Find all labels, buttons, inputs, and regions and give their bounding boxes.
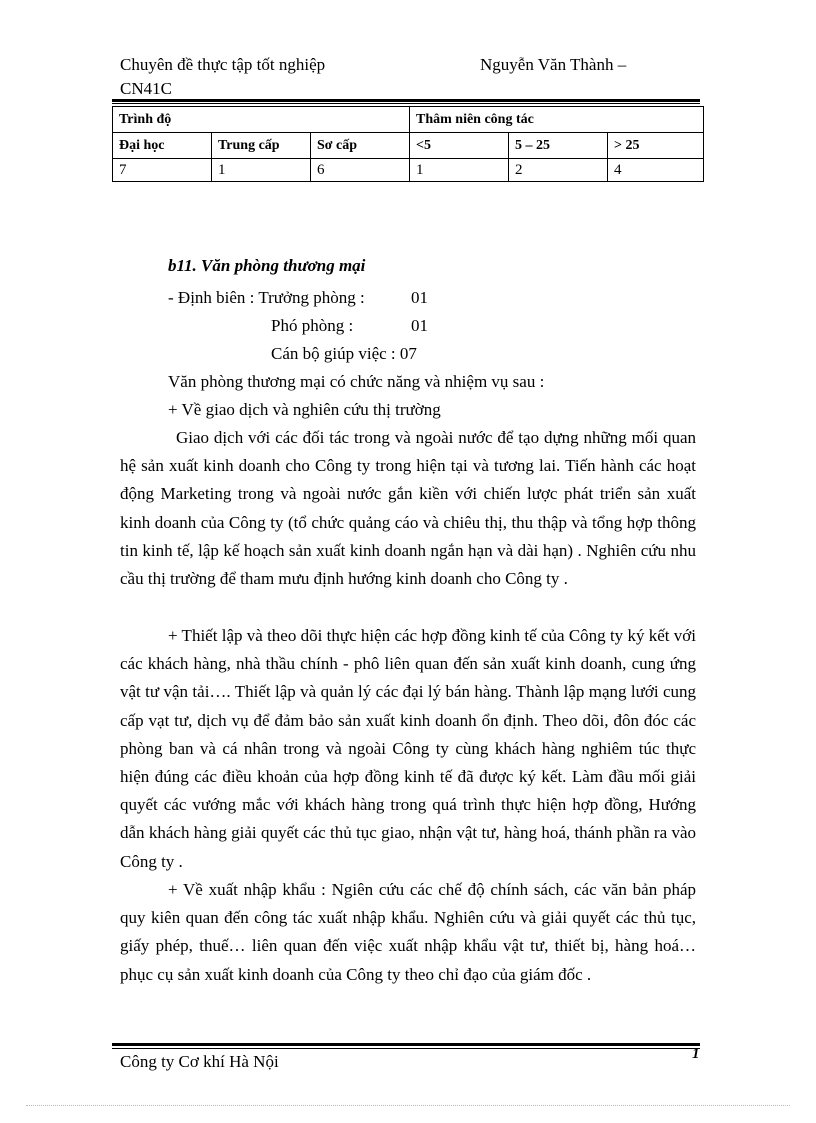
- deputy-label: Phó phòng :: [271, 316, 354, 335]
- col-header: <5: [410, 133, 509, 159]
- point1-title: + Về giao dịch và nghiên cứu thị trường: [168, 400, 441, 419]
- header-class-code: CN41C: [120, 79, 172, 98]
- table-row: [113, 159, 704, 182]
- table-cell: 1: [212, 159, 311, 182]
- header-rule-thin: [112, 103, 700, 104]
- assistant-label: Cán bộ giúp việc : 07: [271, 344, 417, 363]
- page-edge-divider: [26, 1105, 790, 1106]
- section-title: b11. Văn phòng thương mại: [168, 256, 366, 275]
- point2-body: + Thiết lập và theo dõi thực hiện các hợp đồng kinh tế của Công ty ký kết với các khách hàng, nhà thầu chính - phô liên quan đến sản xuất kinh doanh, cung ứng vật tư vận tải…. Thiết lập và quản lý các đại lý bán hàng. Thành lập mạng lưới cung cấp vạt tư, dịch vụ để đảm bảo sản xuất kinh doanh ổn định. Theo dõi, đôn đóc các phòng ban và cá nhân trong và ngoài Công ty cùng khách hàng nghiêm túc thực hiện đúng các điều khoản của hợp đồng kinh tế đã được ký kết. Làm đầu mối giải quyết các vướng mắc với khách hàng trong quá trình thực hiện hợp đồng, Hướng dẫn khách hàng giải quyết các thủ tục giao, nhận vật tư, hàng hoá, thánh phần ra vào Công ty .: [120, 626, 696, 871]
- deputy-count: 01: [411, 316, 428, 335]
- group-level-cell: Trình độ: [113, 107, 410, 133]
- col-header: 5 – 25: [509, 133, 608, 159]
- table-header-row: [113, 133, 704, 159]
- col-header: Trung cấp: [212, 133, 311, 159]
- header-title-left: Chuyên đề thực tập tốt nghiệp: [120, 55, 326, 74]
- point1-body: Giao dịch với các đối tác trong và ngoài nước để tạo dựng những mối quan hệ sản xuất kinh doanh cho Công ty trong hiện tại và tương lai. Tiến hành các hoạt động Marketing trong và ngoài nước gắn kiền với chiến lược phát triển sản xuất kinh doanh của Công ty (tổ chức quảng cáo và chiêu thị, thu thập và tổng hợp thông tin kinh tế, lập kế hoạch sản xuất kinh doanh ngắn hạn và dài hạn) . Nghiên cứu nhu cầu thị trường để tham mưu định hướng kinh doanh cho Công ty .: [120, 428, 696, 589]
- footer-company: Công ty Cơ khí Hà Nội: [120, 1052, 279, 1071]
- staff-table: [112, 106, 704, 182]
- table-cell: 4: [608, 159, 704, 182]
- header-rule-thick: [112, 99, 700, 102]
- table-cell: 2: [509, 159, 608, 182]
- table-group-row: [113, 107, 704, 133]
- group-seniority-cell: Thâm niên công tác: [410, 107, 704, 133]
- section-intro: Văn phòng thương mại có chức năng và nhiệm vụ sau :: [168, 372, 545, 391]
- col-header: Đại học: [113, 133, 212, 159]
- footer-rule-thin: [112, 1048, 700, 1049]
- table-cell: 7: [113, 159, 212, 182]
- staffing-label: - Định biên : Trưởng phòng :: [168, 288, 365, 307]
- page-number: 1: [692, 1046, 700, 1062]
- staffing-head-count: 01: [411, 288, 428, 307]
- footer-rule-thick: [112, 1043, 700, 1046]
- table-cell: 1: [410, 159, 509, 182]
- point3-body: + Về xuất nhập khẩu : Ngiên cứu các chế độ chính sách, các văn bản pháp quy kiên quan đến công tác xuất nhập khẩu. Nghiên cứu và giải quyết các thủ tục, giấy phép, thuế… liên quan đến việc xuất nhập khẩu vật tư, thiết bị, hàng hoá…phục cụ sản xuất kinh doanh của Công ty theo chỉ đạo của giám đốc .: [120, 880, 696, 984]
- header-author: Nguyễn Văn Thành –: [480, 55, 627, 74]
- col-header: Sơ cấp: [311, 133, 410, 159]
- col-header: > 25: [608, 133, 704, 159]
- table-cell: 6: [311, 159, 410, 182]
